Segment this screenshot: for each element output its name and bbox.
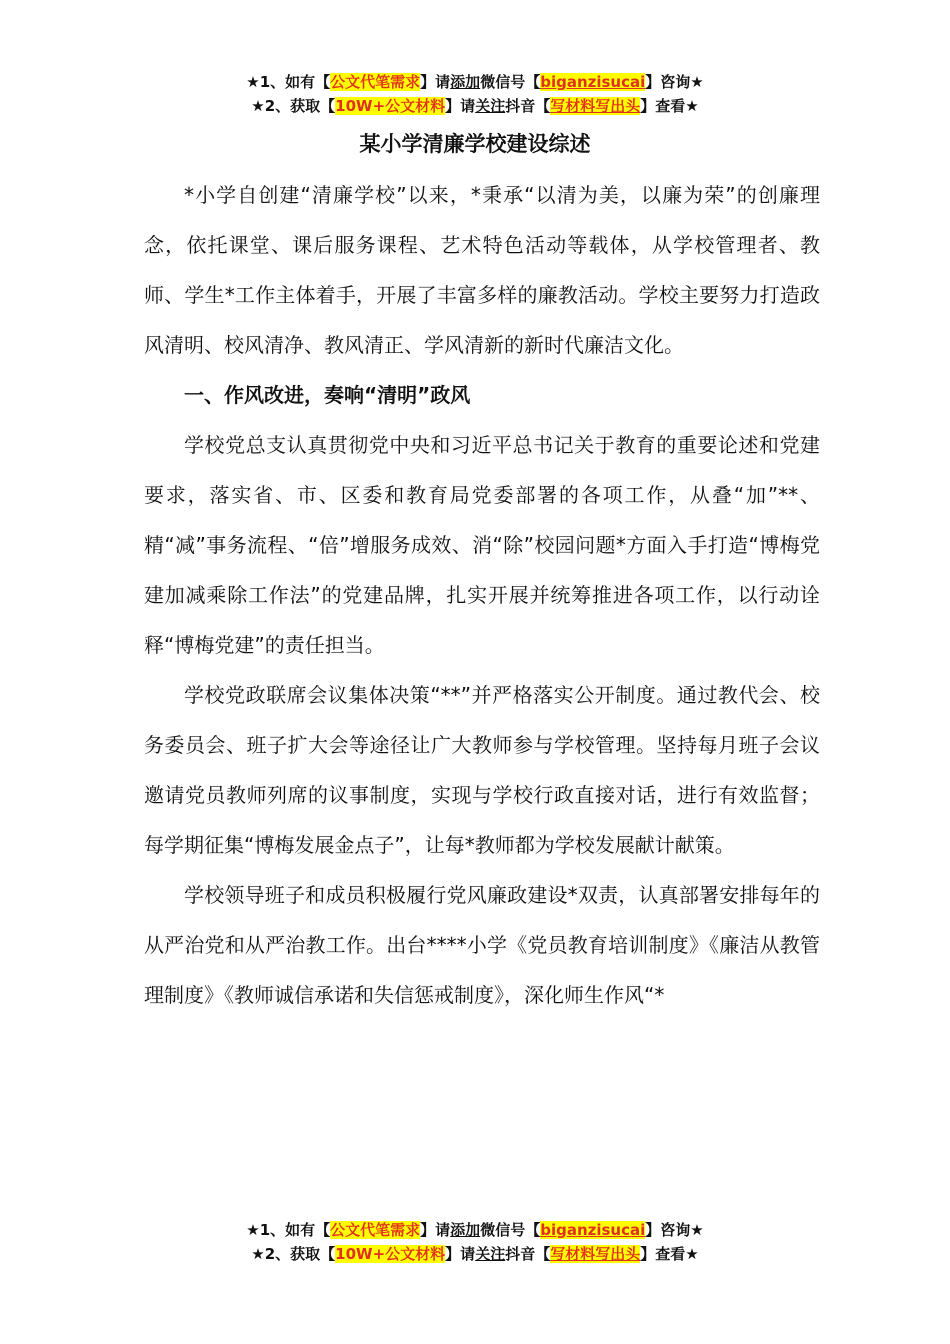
section-heading-1: 一、作风改进，奏响“清明”政风 — [184, 383, 471, 407]
star-icon: ★ — [685, 1245, 699, 1263]
bottom-promo-banner — [0, 1218, 950, 1266]
promo-text: 2、获取【 — [264, 1245, 336, 1263]
promo-douyin-account: 写材料写出头 — [550, 97, 641, 115]
promo-underlined-text: 添加 — [450, 1221, 481, 1239]
promo-text: 2、获取【 — [264, 97, 336, 115]
promo-line-1 — [0, 70, 950, 94]
star-icon: ★ — [246, 73, 260, 91]
promo-text: 】咨询 — [645, 73, 691, 91]
star-icon: ★ — [685, 97, 699, 115]
promo-douyin-account: 写材料写出头 — [550, 1245, 641, 1263]
promo-text: 】请 — [445, 97, 476, 115]
promo-line-2 — [0, 94, 950, 118]
star-icon: ★ — [690, 1221, 704, 1239]
promo-highlight-service: 公文代笔需求 — [330, 73, 421, 91]
promo-line-2 — [0, 1242, 950, 1266]
body-paragraph: 学校领导班子和成员积极履行党风廉政建设*双责，认真部署安排每年的从严治党和从严治教工作。出台****小学《党员教育培训制度》《廉洁从教管理制度》《教师诚信承诺和失信惩戒制度》，深化师生作风“* — [144, 883, 820, 1007]
body-paragraph: 学校党总支认真贯彻党中央和习近平总书记关于教育的重要论述和党建要求，落实省、市、区委和教育局党委部署的各项工作，从叠“加”**、精“减”事务流程、“倍”增服务成效、消“除”校园问题*方面入手打造“博梅党建加减乘除工作法”的党建品牌，扎实开展并统筹推进各项工作，以行动诠释“博梅党建”的责任担当。 — [144, 433, 820, 657]
promo-line-1 — [0, 1218, 950, 1242]
promo-wechat-id: biganzisucai — [540, 1221, 646, 1239]
promo-underlined-text: 关注 — [475, 97, 506, 115]
promo-text: 】查看 — [640, 97, 686, 115]
document-body — [144, 170, 820, 1020]
promo-text: 1、如有【 — [259, 1221, 331, 1239]
promo-highlight-service: 公文代笔需求 — [330, 1221, 421, 1239]
document-title: 某小学清廉学校建设综述 — [359, 132, 591, 156]
body-paragraph: 学校党政联席会议集体决策“**”并严格落实公开制度。通过教代会、校务委员会、班子扩大会等途径让广大教师参与学校管理。坚持每月班子会议邀请党员教师列席的议事制度，实现与学校行政直接对话，进行有效监督；每学期征集“博梅发展金点子”，让每*教师都为学校发展献计献策。 — [144, 683, 820, 857]
promo-underlined-text: 关注 — [475, 1245, 506, 1263]
promo-text: 微信号【 — [480, 1221, 541, 1239]
promo-text: 】咨询 — [645, 1221, 691, 1239]
promo-highlight-materials: 10W+公文材料 — [335, 1245, 446, 1263]
star-icon: ★ — [251, 1245, 265, 1263]
promo-text: 】请 — [420, 73, 451, 91]
promo-underlined-text: 添加 — [450, 73, 481, 91]
promo-text: 微信号【 — [480, 73, 541, 91]
star-icon: ★ — [690, 73, 704, 91]
promo-text: 1、如有【 — [259, 73, 331, 91]
intro-paragraph: *小学自创建“清廉学校”以来，*秉承“以清为美，以廉为荣”的创廉理念，依托课堂、课后服务课程、艺术特色活动等载体，从学校管理者、教师、学生*工作主体着手，开展了丰富多样的廉教活动。学校主要努力打造政风清明、校风清净、教风清正、学风清新的新时代廉洁文化。 — [144, 183, 820, 357]
star-icon: ★ — [246, 1221, 260, 1239]
top-promo-banner — [0, 70, 950, 118]
promo-text: 】查看 — [640, 1245, 686, 1263]
promo-text: 】请 — [420, 1221, 451, 1239]
promo-wechat-id: biganzisucai — [540, 73, 646, 91]
promo-text: 抖音【 — [505, 97, 551, 115]
star-icon: ★ — [251, 97, 265, 115]
promo-highlight-materials: 10W+公文材料 — [335, 97, 446, 115]
promo-text: 抖音【 — [505, 1245, 551, 1263]
promo-text: 】请 — [445, 1245, 476, 1263]
